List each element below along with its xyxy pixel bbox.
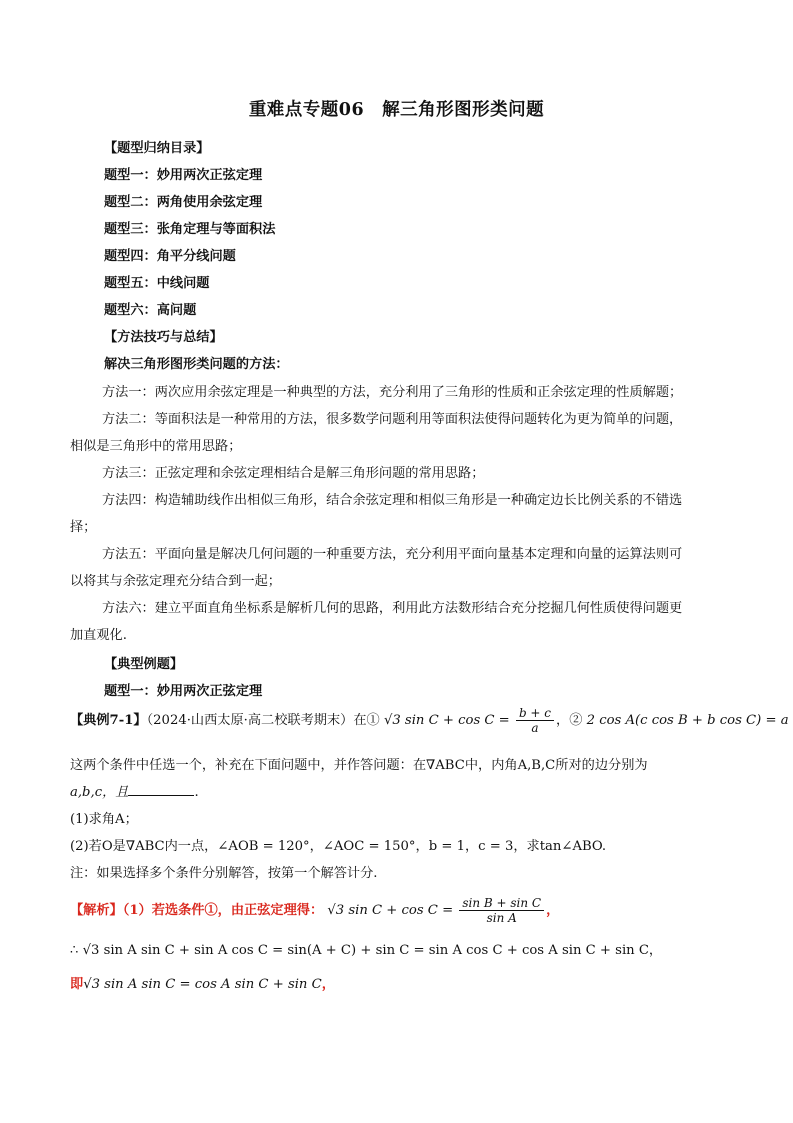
method-text: 方法六：建立平面直角坐标系是解析几何的思路，利用此方法数形结合充分挖掘几何性质使得问题更 — [102, 601, 683, 616]
method-text: 择； — [70, 520, 97, 535]
solution-label: 【解析】 — [70, 903, 123, 918]
solution-step: 即√3 sin A sin C = cos A sin C + sin C， — [70, 977, 335, 992]
catalog-item: 题型一：妙用两次正弦定理 — [104, 168, 263, 183]
method-text: 方法四：构造辅助线作出相似三角形，结合余弦定理和相似三角形是一种确定边长比例关系的不错选 — [102, 493, 683, 508]
question-2: (2)若O是∇ABC内一点，∠AOB = 120°，∠AOC = 150°，b = 1，c = 3，求tan∠ABO. — [70, 839, 607, 854]
catalog-item: 题型三：张角定理与等面积法 — [104, 222, 276, 237]
method-text: 方法一：两次应用余弦定理是一种典型的方法，充分利用了三角形的性质和正余弦定理的性质解题； — [102, 385, 683, 400]
example-text: 这两个条件中任选一个，补充在下面问题中，并作答问题：在∇ABC中，内角A,B,C所对的边分别为 — [70, 758, 648, 773]
method-text: 方法三：正弦定理和余弦定理相结合是解三角形问题的常用思路； — [102, 466, 485, 481]
example-heading: 【典型例题】 — [104, 657, 184, 672]
fraction: $\frac{b + c}{a}$ — [516, 706, 554, 735]
catalog-item: 题型六：高问题 — [104, 303, 197, 318]
example-text: a,b,c，且 . — [70, 785, 199, 800]
page-title: 重难点专题06 解三角形图形类问题 — [248, 100, 545, 120]
catalog-item: 题型二：两角使用余弦定理 — [104, 195, 263, 210]
method-text: 以将其与余弦定理充分结合到一起； — [70, 574, 281, 589]
method-text: 相似是三角形中的常用思路； — [70, 439, 242, 454]
example-source: （2024·山西太原·高二校联考期末）在① — [146, 713, 380, 728]
type-heading: 题型一：妙用两次正弦定理 — [104, 684, 263, 699]
catalog-item: 题型五：中线问题 — [104, 276, 210, 291]
catalog-heading: 【题型归纳目录】 — [104, 141, 210, 156]
catalog-item: 题型四：角平分线问题 — [104, 249, 236, 264]
example-line: 【典例7-1】（2024·山西太原·高二校联考期末）在① √3 sin C + cos C = $\frac{b + c}{a}$ ，② 2 cos A(c cos B + b cos C) = a — [70, 706, 789, 735]
answer-blank — [128, 783, 194, 796]
example-label: 【典例7-1】 — [70, 713, 147, 728]
note: 注：如果选择多个条件分别解答，按第一个解答计分. — [70, 866, 378, 881]
condition-1: √3 sin C + cos C = — [383, 713, 510, 728]
solution-step: ∴ √3 sin A sin C + sin A cos C = sin(A + C) + sin C = sin A cos C + cos A sin C + sin C， — [70, 943, 663, 958]
method-text: 加直观化. — [70, 628, 127, 643]
method-intro: 解决三角形图形类问题的方法： — [104, 357, 289, 372]
question-1: (1)求角A； — [70, 812, 138, 827]
solution-line: 【解析】（1）若选条件①，由正弦定理得： √3 sin C + cos C = $\frac{\text{sin B + sin C}}{\text{sin A}}$ ， — [70, 896, 560, 925]
fraction: $\frac{\text{sin B + sin C}}{\text{sin A}}$ — [459, 896, 544, 925]
method-text: 方法五：平面向量是解决几何问题的一种重要方法，充分利用平面向量基本定理和向量的运算法则可 — [102, 547, 683, 562]
method-text: 方法二：等面积法是一种常用的方法，很多数学问题利用等面积法使得问题转化为更为简单的问题， — [102, 412, 683, 427]
method-heading: 【方法技巧与总结】 — [104, 330, 223, 345]
condition-2: 2 cos A(c cos B + b cos C) = a — [586, 713, 789, 728]
